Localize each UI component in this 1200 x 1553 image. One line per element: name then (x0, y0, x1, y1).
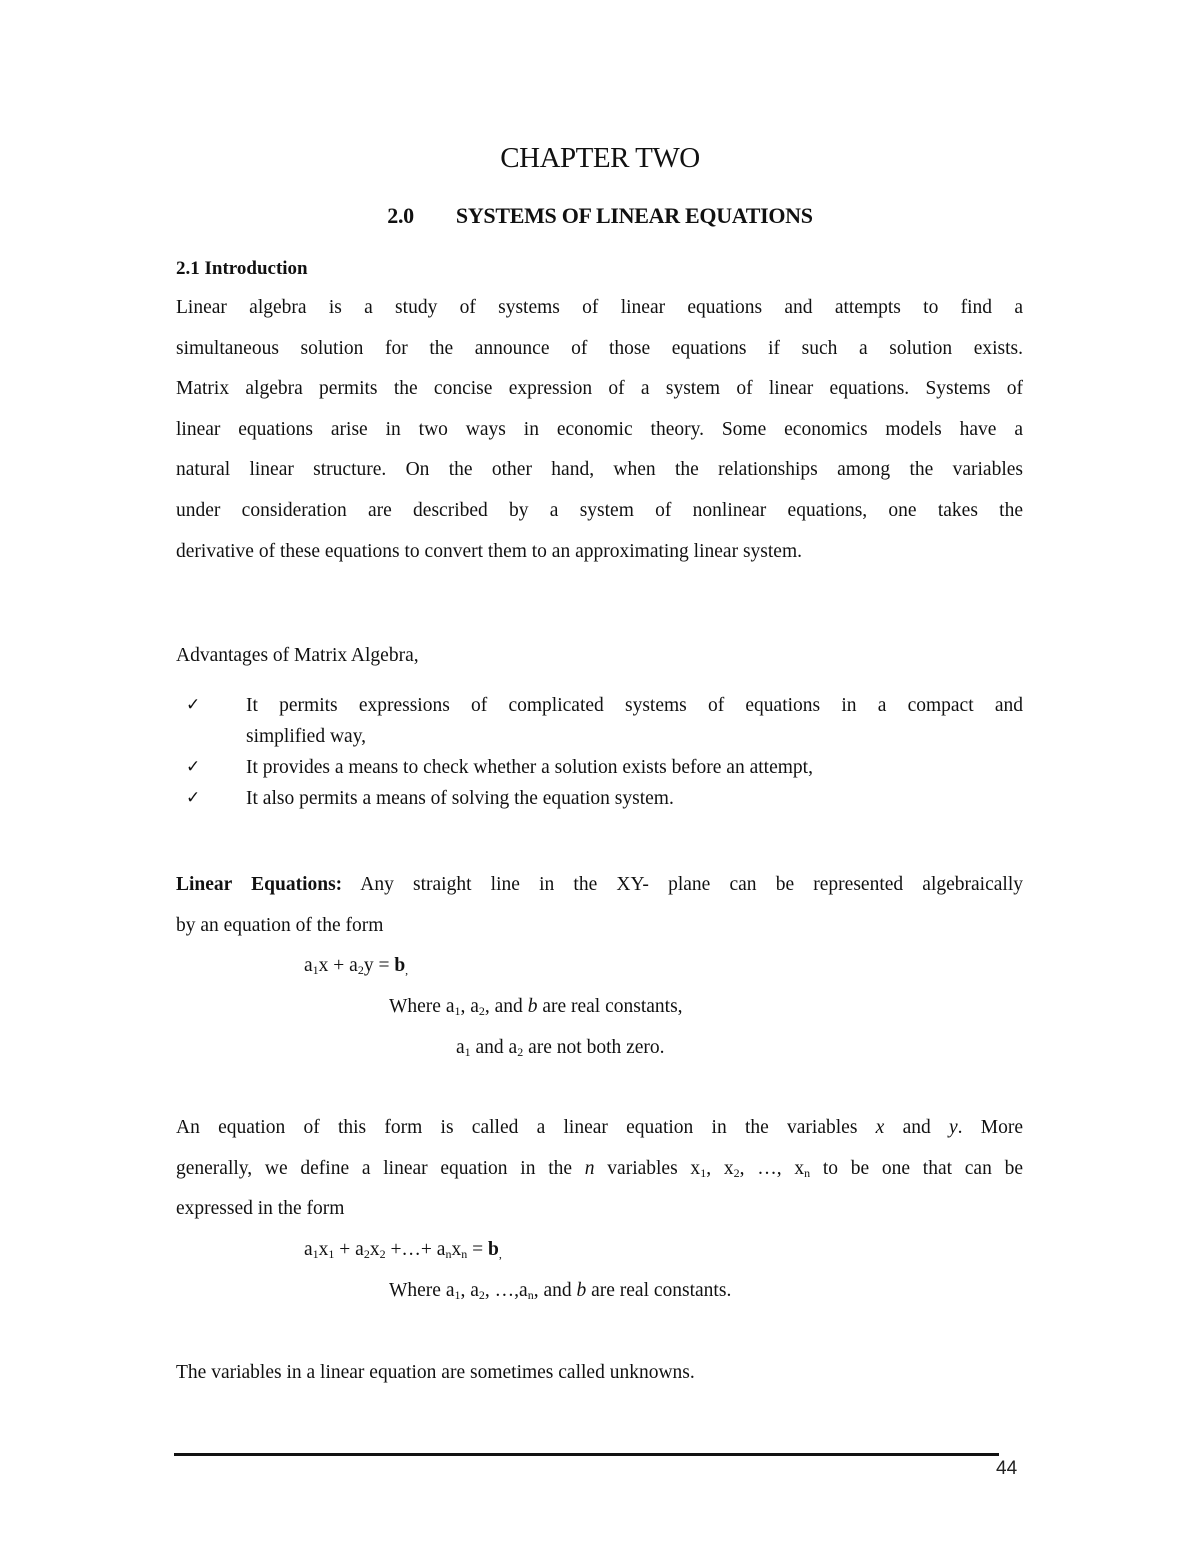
list-item: ✓ It provides a means to check whether a solution exists before an attempt, (186, 752, 1023, 783)
equation-condition-nonzero: $a_1$ and $a_2$ are not both zero. (456, 1037, 665, 1059)
checkmark-icon: ✓ (186, 695, 201, 715)
subsection-heading: 2.1 Introduction (176, 258, 308, 279)
paragraph-line: simultaneous solution for the announce of those equations if such a solution exists. (176, 337, 1023, 359)
footer-rule (174, 1453, 999, 1456)
section-number: 2.0 (387, 203, 414, 228)
checkmark-icon: ✓ (186, 757, 201, 777)
chapter-title: CHAPTER TWO (500, 142, 700, 174)
equation-two-variable: $a_1x + a_2y = b_,$ (304, 955, 409, 977)
equation-condition-constants: Where $a_1$, $a_2$, and b are real constants, (389, 996, 683, 1018)
section-heading (0, 203, 1200, 229)
paragraph-line: linear equations arise in two ways in economic theory. Some economics models have a (176, 418, 1023, 440)
intro-paragraph (176, 288, 1023, 572)
paragraph-line: under consideration are described by a system of nonlinear equations, one takes the (176, 499, 1023, 521)
linear-equations-label: Linear Equations: (176, 874, 343, 895)
advantages-list (186, 690, 1023, 814)
list-item: ✓ It also permits a means of solving the equation system. (186, 783, 1023, 814)
paragraph-line: natural linear structure. On the other hand, when the relationships among the variables (176, 459, 1023, 481)
paragraph-line: derivative of these equations to convert them to an approximating linear system. (176, 540, 802, 562)
linear-equations-paragraph: Linear Equations: Any straight line in the XY- plane can be represented algebraically by an equation of the form (176, 874, 1023, 936)
page-number: 44 (996, 1458, 1018, 1479)
paragraph-line: Linear algebra is a study of systems of linear equations and attempts to find a (176, 297, 1023, 318)
general-paragraph: An equation of this form is called a linear equation in the variables x and y. More generally, we define a linear equation in the n variables $x_1$, $x_2$, …, $x_n$ to be one that can be expressed in the form (176, 1117, 1024, 1220)
paragraph-line: Matrix algebra permits the concise expression of a system of linear equations. Systems of (176, 378, 1023, 400)
list-item: ✓ It permits expressions of complicated systems of equations in a compact and simplified way, (186, 690, 1023, 752)
closing-sentence: The variables in a linear equation are sometimes called unknowns. (176, 1362, 695, 1383)
advantages-heading: Advantages of Matrix Algebra, (176, 645, 419, 666)
checkmark-icon: ✓ (186, 788, 201, 808)
equation-n-variable: $a_1x_1 + a_2x_2$ +…+ $a_nx_n = b_,$ (304, 1239, 502, 1261)
equation-n-condition: Where $a_1$, $a_2$, $\dots,a_n$, and b are real constants. (389, 1280, 732, 1302)
section-title: SYSTEMS OF LINEAR EQUATIONS (455, 203, 813, 228)
